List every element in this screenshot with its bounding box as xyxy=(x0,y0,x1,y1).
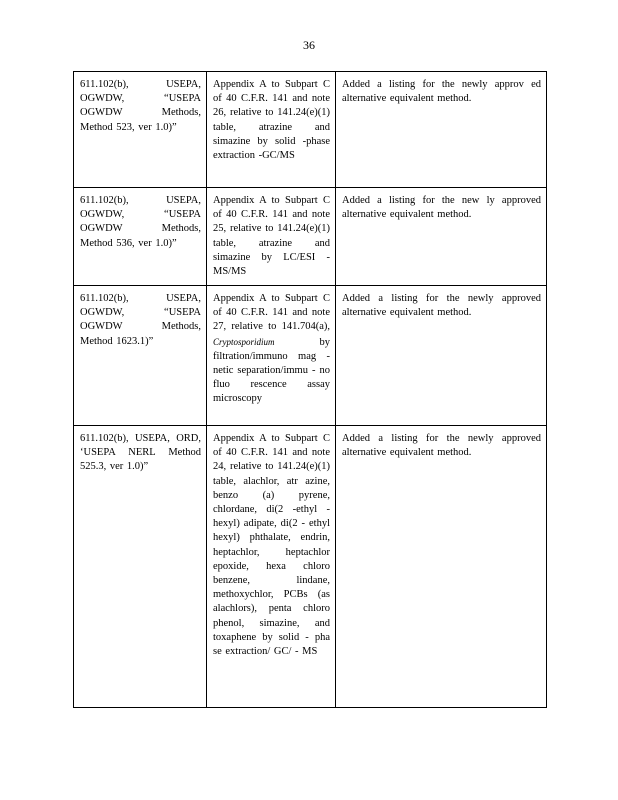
table-row xyxy=(74,72,547,188)
description-cell xyxy=(336,426,547,708)
location-cell xyxy=(207,426,336,708)
citation-text: 611.102(b), USEPA, ORD, ‘USEPA NERL Method 525.3, ver 1.0)” xyxy=(80,433,201,473)
description-cell xyxy=(336,72,547,188)
location-text-post: by filtration/immuno mag - netic separation/immu - no fluo rescence assay microscopy xyxy=(213,336,330,405)
location-text-pre: Appendix A to Subpart C of 40 C.F.R. 141 and note 27, relative to 141.704(a), xyxy=(213,293,330,333)
citation-text: 611.102(b), USEPA, OGWDW, “USEPA OGWDW Methods, Method 523, ver 1.0)” xyxy=(80,79,201,133)
description-text: Added a listing for the newly approv ed alternative equivalent method. xyxy=(342,79,541,105)
location-text: Appendix A to Subpart C of 40 C.F.R. 141 and note 25, relative to 141.24(e)(1) table, atrazine and simazine by LC/ESI -MS/MS xyxy=(213,195,330,278)
description-text: Added a listing for the newly approved alternative equivalent method. xyxy=(342,433,541,459)
location-cell xyxy=(207,286,336,426)
citation-cell xyxy=(74,286,207,426)
citation-cell xyxy=(74,426,207,708)
citation-cell xyxy=(74,188,207,286)
table-row xyxy=(74,426,547,708)
description-cell xyxy=(336,188,547,286)
location-text-italic: Cryptosporidium xyxy=(213,336,275,347)
table-row xyxy=(74,286,547,426)
citation-cell xyxy=(74,72,207,188)
location-text: Appendix A to Subpart C of 40 C.F.R. 141 and note 26, relative to 141.24(e)(1) table, atrazine and simazine by solid -phase extraction -GC/MS xyxy=(213,79,330,162)
description-cell xyxy=(336,286,547,426)
location-cell xyxy=(207,188,336,286)
description-text: Added a listing for the new ly approved alternative equivalent method. xyxy=(342,195,541,221)
citation-text: 611.102(b), USEPA, OGWDW, “USEPA OGWDW Methods, Method 536, ver 1.0)” xyxy=(80,195,201,249)
description-text: Added a listing for the newly approved alternative equivalent method. xyxy=(342,293,541,319)
location-text: Appendix A to Subpart C of 40 C.F.R. 141 and note 24, relative to 141.24(e)(1) table, alachlor, atr azine, benzo (a) pyrene, chlordane, di(2 -ethyl - hexyl) adipate, di(2 - ethyl hexyl) phthalate, endrin, heptachlor, heptachlor epoxide, hexa chloro benzene, lindane, methoxychlor, PCBs (as alachlors), penta chloro phenol, simazine, and toxaphene by solid - pha se extraction/ GC/ - MS xyxy=(213,433,330,658)
table-row xyxy=(74,188,547,286)
citation-text: 611.102(b), USEPA, OGWDW, “USEPA OGWDW Methods, Method 1623.1)” xyxy=(80,293,201,347)
location-text xyxy=(213,292,330,407)
regulation-table xyxy=(73,71,547,708)
location-cell xyxy=(207,72,336,188)
page-number: 36 xyxy=(303,38,315,52)
